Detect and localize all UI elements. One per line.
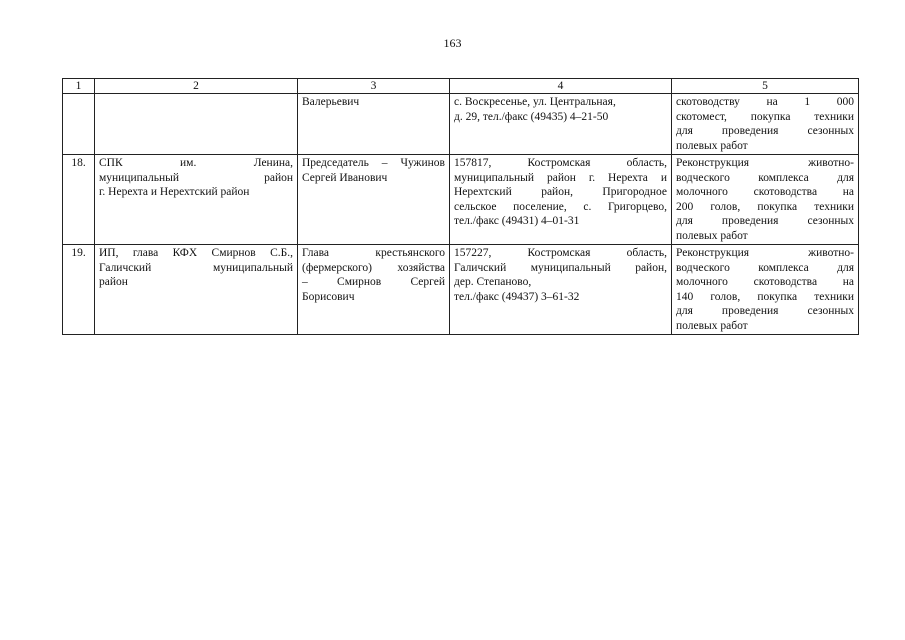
organization-cell	[95, 245, 298, 335]
cell-line: скотоводству на 1 000	[676, 96, 854, 108]
column-header-1: 1	[63, 79, 95, 94]
head-cell	[298, 245, 450, 335]
cell-line: Реконструкция животно-	[676, 247, 854, 259]
address-cell	[450, 245, 672, 335]
cell-line: полевых работ	[676, 229, 748, 242]
cell-line: Борисович	[302, 290, 355, 303]
row-number: 19.	[63, 245, 95, 335]
head-cell	[298, 94, 450, 155]
cell-line: полевых работ	[676, 139, 748, 152]
cell-line: муниципальный район г. Нерехта и	[454, 171, 667, 184]
cell-line: 200 голов, покупка техники	[676, 200, 854, 213]
cell-line: Нерехтский район, Пригородное	[454, 186, 667, 198]
row-number	[63, 94, 95, 155]
row-number: 18.	[63, 155, 95, 245]
cell-line: г. Нерехта и Нерехтский район	[99, 186, 250, 198]
header-row	[63, 79, 859, 94]
cell-line: район	[99, 276, 128, 288]
cell-line: сельское поселение, с. Григорцево,	[454, 200, 667, 213]
cell-line: – Смирнов Сергей	[302, 276, 445, 288]
cell-line: для проведения сезонных	[676, 125, 854, 137]
organization-cell	[95, 94, 298, 155]
cell-line: (фермерского) хозяйства	[302, 261, 445, 274]
cell-line: для проведения сезонных	[676, 305, 854, 317]
cell-line: тел./факс (49431) 4–01-31	[454, 215, 580, 227]
column-header-3: 3	[298, 79, 450, 94]
column-header-4: 4	[450, 79, 672, 94]
cell-line: Галичский муниципальный район,	[454, 261, 667, 274]
table-row	[63, 155, 859, 245]
project-cell	[672, 155, 859, 245]
cell-line: дер. Степаново,	[454, 276, 532, 288]
column-header-2: 2	[95, 79, 298, 94]
cell-line: с. Воскресенье, ул. Центральная,	[454, 96, 616, 108]
cell-line: водческого комплекса для	[676, 171, 854, 184]
cell-line: скотомест, покупка техники	[676, 110, 854, 123]
cell-line: Реконструкция животно-	[676, 157, 854, 169]
table-row	[63, 94, 859, 155]
cell-line: Галичский муниципальный	[99, 261, 293, 274]
cell-line: 157227, Костромская область,	[454, 247, 667, 259]
column-header-5: 5	[672, 79, 859, 94]
cell-line: тел./факс (49437) 3–61-32	[454, 290, 580, 303]
head-cell	[298, 155, 450, 245]
cell-line: д. 29, тел./факс (49435) 4–21-50	[454, 110, 609, 123]
cell-line: молочного скотоводства на	[676, 186, 854, 198]
cell-line: 157817, Костромская область,	[454, 157, 667, 169]
project-cell	[672, 94, 859, 155]
page-number: 163	[443, 36, 462, 50]
organization-cell	[95, 155, 298, 245]
cell-line: муниципальный район	[99, 171, 293, 184]
cell-line: 140 голов, покупка техники	[676, 290, 854, 303]
cell-line: Глава крестьянского	[302, 247, 445, 259]
cell-line: Председатель – Чужинов	[302, 157, 445, 169]
data-table	[62, 78, 859, 335]
cell-line: Валерьевич	[302, 96, 360, 108]
cell-line: Сергей Иванович	[302, 171, 388, 184]
address-cell	[450, 94, 672, 155]
cell-line: полевых работ	[676, 319, 748, 332]
cell-line: молочного скотоводства на	[676, 276, 854, 288]
cell-line: для проведения сезонных	[676, 215, 854, 227]
project-cell	[672, 245, 859, 335]
cell-line: СПК им. Ленина,	[99, 157, 293, 169]
table-row	[63, 245, 859, 335]
cell-line: ИП, глава КФХ Смирнов С.Б.,	[99, 247, 293, 259]
cell-line: водческого комплекса для	[676, 261, 854, 274]
address-cell	[450, 155, 672, 245]
